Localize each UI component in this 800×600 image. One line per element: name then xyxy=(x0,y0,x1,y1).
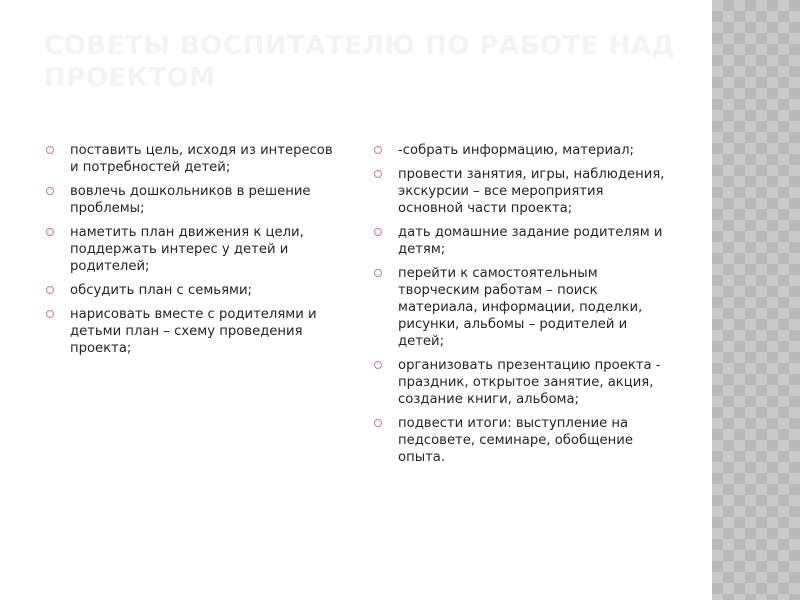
list-item-text: дать домашние задание родителям и детям; xyxy=(398,225,663,257)
list-item xyxy=(44,183,344,217)
list-item xyxy=(44,282,344,299)
slide-title: СОВЕТЫ ВОСПИТАТЕЛЮ ПО РАБОТЕ НАД ПРОЕКТОМ xyxy=(44,31,676,93)
list-item xyxy=(372,142,672,159)
list-item xyxy=(372,224,672,258)
ring-bullet-icon xyxy=(374,419,382,427)
ring-bullet-icon xyxy=(46,228,54,236)
list-item-text: организовать презентацию проекта - праздник, открытое занятие, акция, создание книги, альбома; xyxy=(398,358,661,407)
ring-bullet-icon xyxy=(374,170,382,178)
list-item xyxy=(372,166,672,217)
list-item-text: нарисовать вместе с родителями и детьми план – схему проведения проекта; xyxy=(70,307,317,356)
ring-bullet-icon xyxy=(46,187,54,195)
ring-bullet-icon xyxy=(374,361,382,369)
list-item-text: -собрать информацию, материал; xyxy=(398,143,634,158)
list-item xyxy=(372,357,672,408)
ring-bullet-icon xyxy=(46,286,54,294)
ring-bullet-icon xyxy=(374,269,382,277)
list-item xyxy=(44,142,344,176)
list-item xyxy=(44,306,344,357)
right-bullet-list xyxy=(372,142,672,473)
list-item xyxy=(372,265,672,350)
left-bullet-list xyxy=(44,142,344,364)
list-item-text: поставить цель, исходя из интересов и потребностей детей; xyxy=(70,143,333,175)
list-item-text: провести занятия, игры, наблюдения, экскурсии – все мероприятия основной части проекта; xyxy=(398,167,665,216)
ring-bullet-icon xyxy=(374,228,382,236)
list-item-text: вовлечь дошкольников в решение проблемы; xyxy=(70,184,311,216)
list-item-text: наметить план движения к цели, поддержать интерес у детей и родителей; xyxy=(70,225,304,274)
list-item xyxy=(372,415,672,466)
list-item-text: подвести итоги: выступление на педсовете, семинаре, обобщение опыта. xyxy=(398,416,633,465)
ring-bullet-icon xyxy=(46,146,54,154)
list-item xyxy=(44,224,344,275)
ring-bullet-icon xyxy=(46,310,54,318)
decorative-side-strip xyxy=(712,0,800,600)
list-item-text: перейти к самостоятельным творческим работам – поиск материала, информации, поделки, рисунки, альбомы – родителей и детей; xyxy=(398,266,643,349)
list-item-text: обсудить план с семьями; xyxy=(70,283,252,298)
ring-bullet-icon xyxy=(374,146,382,154)
